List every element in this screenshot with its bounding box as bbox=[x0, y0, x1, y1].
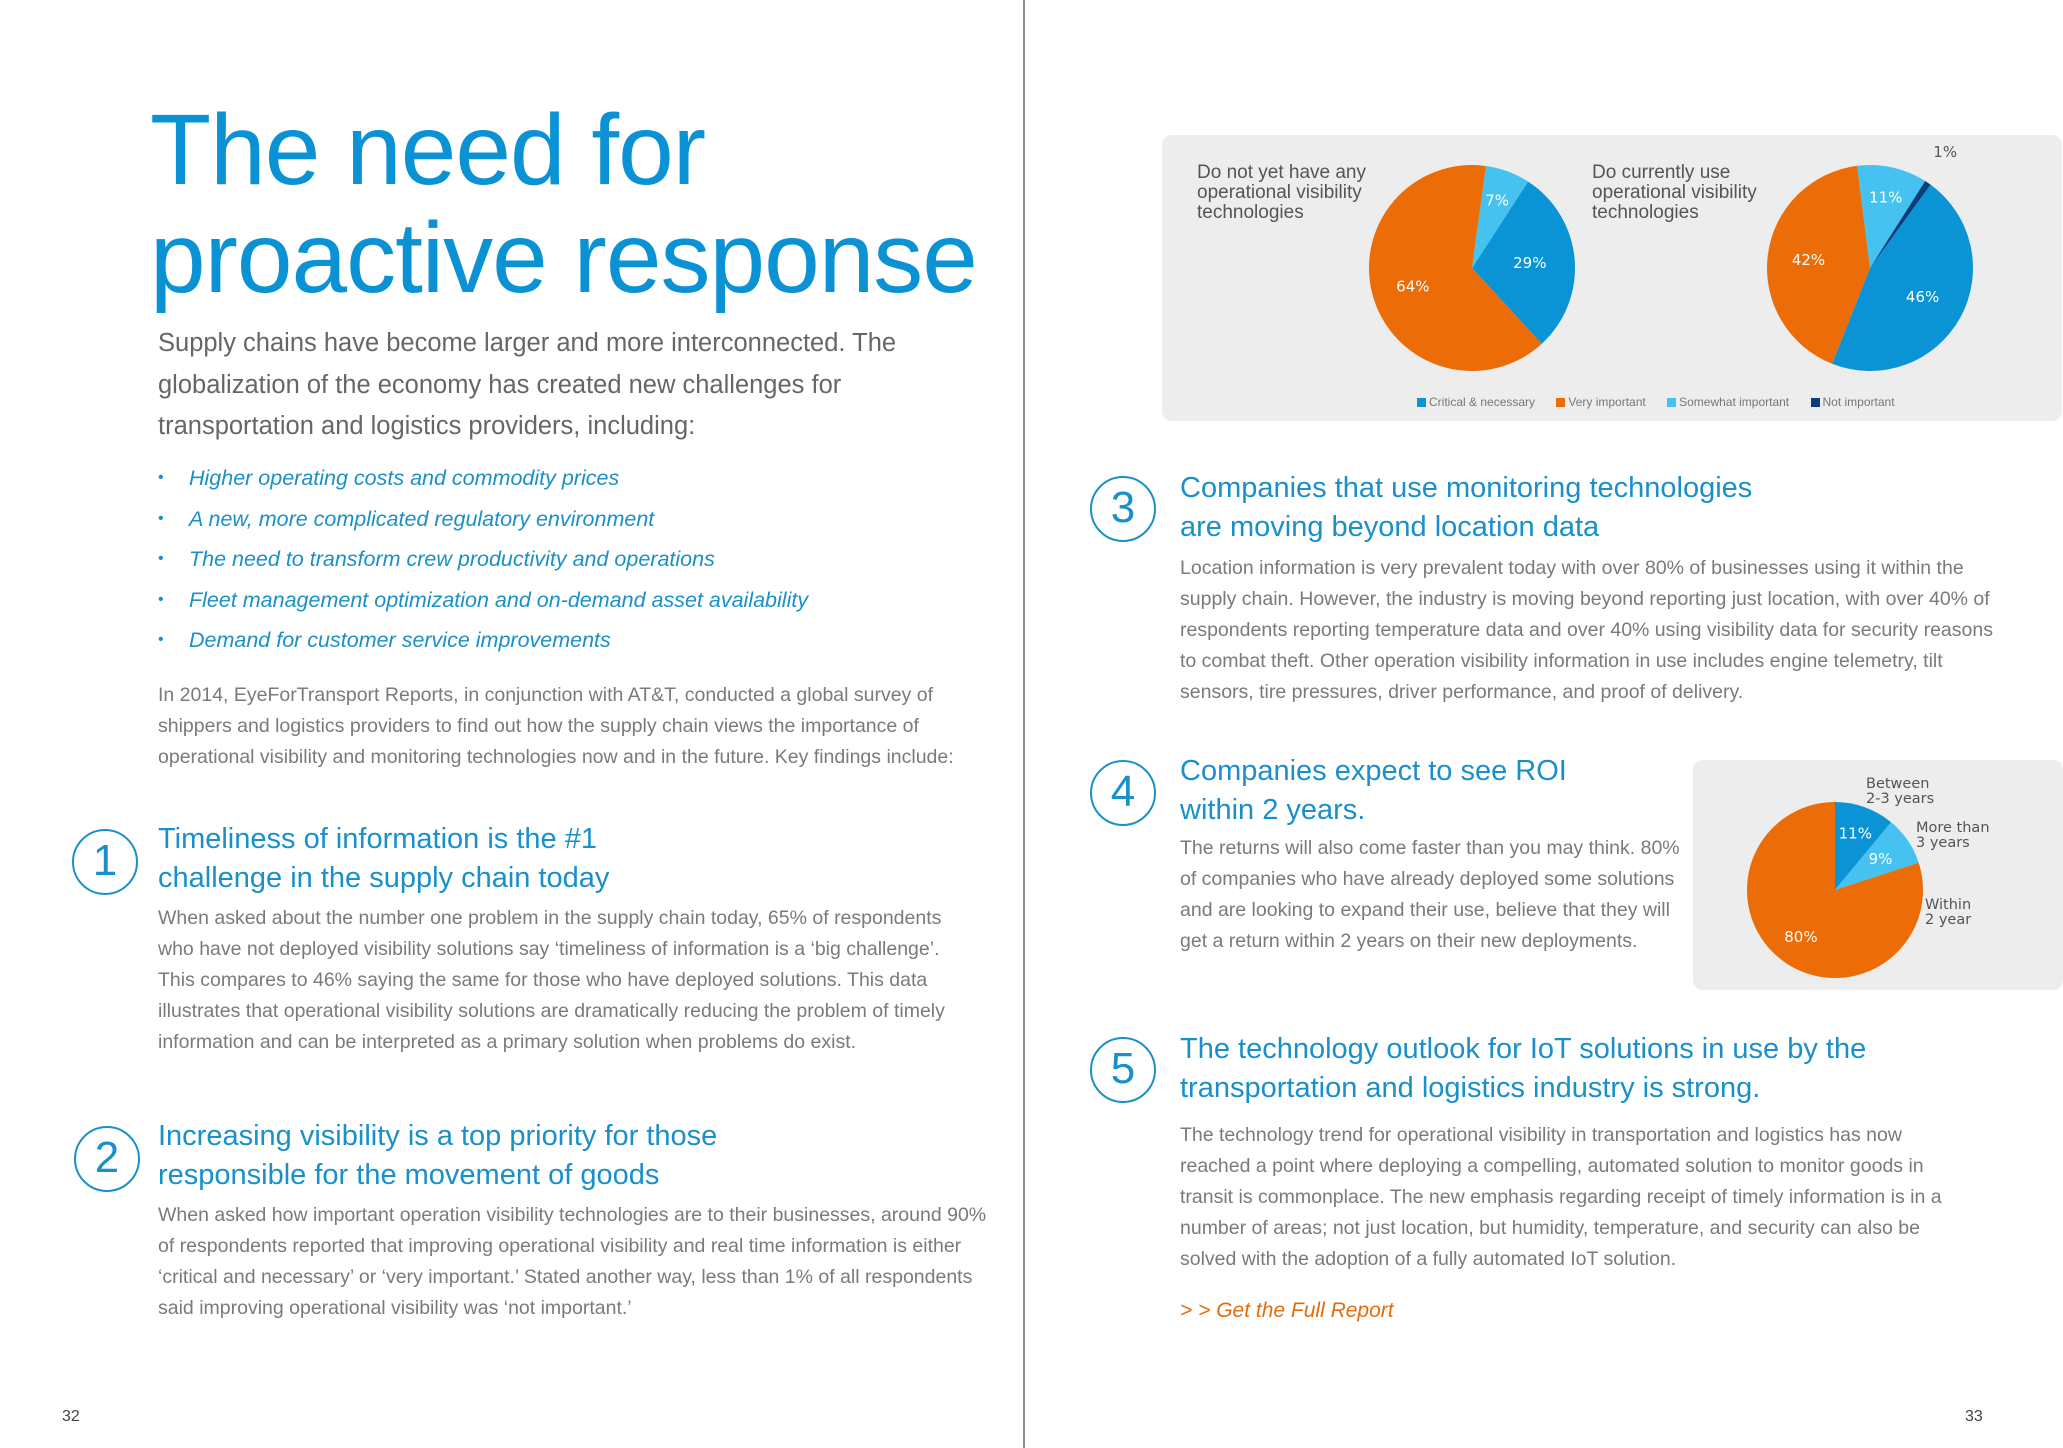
roi-label-line: Between bbox=[1866, 776, 1930, 792]
finding-4-number: 4 bbox=[1090, 760, 1156, 826]
finding-3-body: Location information is very prevalent today with over 80% of businesses using it within the supply chain. However, the industry is moving beyond reporting just location, with over 40% of respondents reporting temperature data and over 40% using visibility data for security reasons to combat theft. Other operation visibility information in use includes engine telemetry, tilt sensors, tire pressures, driver performance, and proof of delivery. bbox=[1180, 557, 1993, 703]
list-item: • A new, more complicated regulatory environment bbox=[158, 499, 978, 540]
page-number-right: 33 bbox=[1965, 1408, 1983, 1425]
finding-5-body: The technology trend for operational visibility in transportation and logistics has now reached a point where deploying a compelling, automated solution to monitor goods in transit is commonplace. The new emphasis regarding receipt of timely information is in a number of areas; not just location, but humidity, temperature, and security can also be solved with the adoption of a fully automated IoT solution. bbox=[1180, 1124, 1942, 1270]
legend-swatch bbox=[1417, 398, 1426, 407]
finding-2-body: When asked how important operation visibility technologies are to their businesses, around 90% of respondents reported that improving operational visibility and real time information is either ‘critical and necessary’ or ‘very important.’ Stated another way, less than 1% of all respondents said improving operational visibility was ‘not important.’ bbox=[158, 1204, 987, 1319]
roi-label-line: 2-3 years bbox=[1866, 791, 1935, 807]
finding-3-heading: Companies that use monitoring technologies are moving beyond location data bbox=[1180, 472, 1753, 543]
pie-chart-roi bbox=[1745, 800, 1925, 980]
pie-value-label: 11% bbox=[1869, 188, 1903, 207]
pie-value-label: 80% bbox=[1784, 927, 1818, 946]
pie-value-label: 42% bbox=[1791, 251, 1826, 270]
finding-1-body: When asked about the number one problem in the supply chain today, 65% of respondents who have not deployed visibility solutions say ‘timeliness of information is a ‘big challenge’. This compares to 46% saying the same for those who have deployed solutions. This data illustrates that operational visibility solutions are dramatically reducing the problem of timely information and can be interpreted as a primary solution when problems do exist. bbox=[158, 907, 945, 1053]
list-item: • Fleet management optimization and on-demand asset availability bbox=[158, 580, 978, 621]
legend-label: Somewhat important bbox=[1679, 395, 1790, 409]
legend-item-critical bbox=[1417, 395, 1535, 409]
roi-label-line: 2 year bbox=[1925, 912, 1972, 928]
list-item: • The need to transform crew productivity and operations bbox=[158, 539, 978, 580]
legend-item-somewhat bbox=[1667, 395, 1789, 409]
roi-label-between bbox=[1866, 777, 1934, 807]
finding-3-number: 3 bbox=[1090, 476, 1156, 542]
legend-item-not bbox=[1811, 395, 1895, 409]
roi-label-more bbox=[1916, 821, 1990, 851]
pie-1-title: Do not yet have any operational visibility technologies bbox=[1197, 162, 1366, 223]
legend-item-very bbox=[1556, 395, 1645, 409]
finding-1-heading: Timeliness of information is the #1 challenge in the supply chain today bbox=[158, 823, 610, 894]
challenge-list bbox=[158, 458, 978, 661]
pie-value-label: 9% bbox=[1868, 850, 1893, 869]
pie-value-label: 64% bbox=[1396, 277, 1430, 296]
title-line-1: The need for bbox=[150, 94, 706, 206]
list-item: • Demand for customer service improvements bbox=[158, 620, 978, 661]
title-line-2: proactive response bbox=[150, 202, 977, 314]
page-number-left: 32 bbox=[62, 1408, 80, 1425]
page-spine bbox=[1023, 0, 1025, 1448]
pie-chart-with-visibility bbox=[1760, 143, 1980, 383]
legend-swatch bbox=[1811, 398, 1820, 407]
pie-2-title: Do currently use operational visibility technologies bbox=[1592, 162, 1757, 223]
roi-label-line: Within bbox=[1925, 897, 1972, 913]
finding-5-heading: The technology outlook for IoT solutions in use by the transportation and logistics industry is strong. bbox=[1180, 1033, 1867, 1104]
legend-swatch bbox=[1556, 398, 1565, 407]
page-title bbox=[150, 96, 1010, 312]
legend-swatch bbox=[1667, 398, 1676, 407]
legend-label: Critical & necessary bbox=[1429, 395, 1536, 409]
roi-label-line: More than bbox=[1916, 820, 1990, 836]
pie-value-label: 29% bbox=[1513, 254, 1547, 273]
finding-4-body: The returns will also come faster than you may think. 80% of companies who have already deployed some solutions and are looking to expand their use, believe that they will get a return within 2 years on their new deployments. bbox=[1180, 837, 1680, 952]
list-item: • Higher operating costs and commodity prices bbox=[158, 458, 978, 499]
get-full-report-link[interactable]: > > Get the Full Report bbox=[1180, 1299, 1394, 1322]
legend-label: Very important bbox=[1568, 395, 1646, 409]
finding-2-number: 2 bbox=[74, 1126, 140, 1192]
finding-5-number: 5 bbox=[1090, 1037, 1156, 1103]
pie-value-label: 46% bbox=[1905, 287, 1940, 306]
finding-1-number: 1 bbox=[72, 829, 138, 895]
legend-label: Not important bbox=[1822, 395, 1895, 409]
pie-value-label: 7% bbox=[1485, 191, 1509, 210]
chart-legend bbox=[1417, 395, 2057, 409]
pie-chart-no-visibility bbox=[1362, 163, 1582, 383]
lead-paragraph: Supply chains have become larger and more interconnected. The globalization of the economy has created new challenges for transportation and logistics providers, including: bbox=[158, 329, 897, 440]
pie-value-label: 11% bbox=[1838, 824, 1872, 843]
pie-value-label: 1% bbox=[1933, 143, 1958, 162]
finding-4-heading: Companies expect to see ROI within 2 years. bbox=[1180, 755, 1567, 826]
roi-label-line: 3 years bbox=[1916, 835, 1970, 851]
roi-label-within bbox=[1925, 898, 1971, 928]
finding-2-heading: Increasing visibility is a top priority for those responsible for the movement of goods bbox=[158, 1120, 718, 1191]
survey-intro: In 2014, EyeForTransport Reports, in conjunction with AT&T, conducted a global survey of shippers and logistics providers to find out how the supply chain views the importance of operational visibility and monitoring technologies now and in the future. Key findings include: bbox=[158, 684, 954, 768]
